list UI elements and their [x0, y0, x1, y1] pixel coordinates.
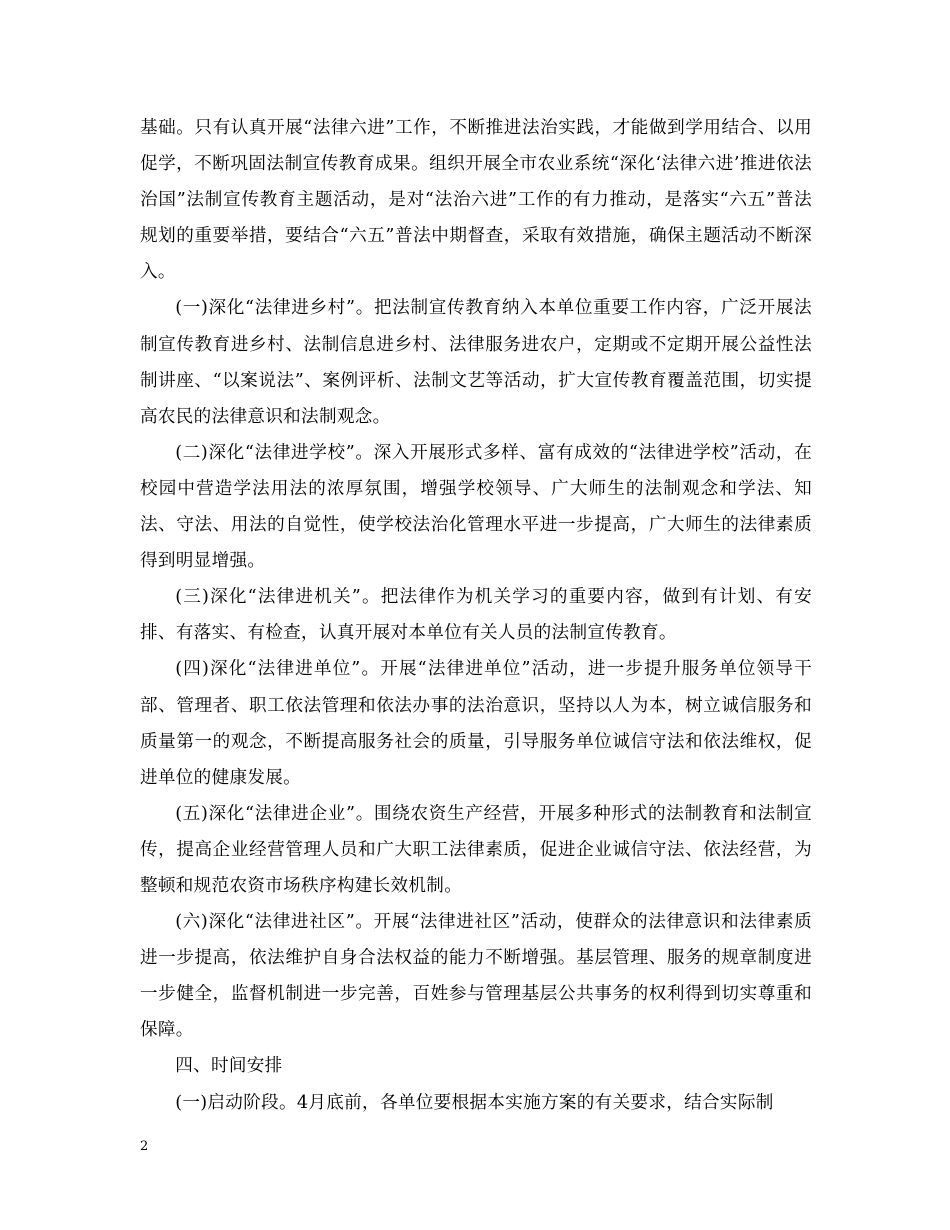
paragraph-law-into-communities: (六)深化“法律进社区”。开展“法律进社区”活动，使群众的法律意识和法律素质进一步提高，依法维护自身合法权益的能力不断增强。基层管理、服务的规章制度进一步健全，监督机制进一步完善，百姓参与管理基层公共事务的权利得到切实尊重和保障。	[140, 912, 812, 1041]
paragraph-law-into-units: (四)深化“法律进单位”。开展“法律进单位”活动，进一步提升服务单位领导干部、管理者、职工依法管理和依法办事的法治意识，坚持以人为本，树立诚信服务和质量第一的观念，不断提高服务社会的质量，引导服务单位诚信守法和依法维权，促进单位的健康发展。	[140, 659, 812, 788]
paragraph-law-into-villages: (一)深化“法律进乡村”。把法制宣传教育纳入本单位重要工作内容，广泛开展法制宣传教育进乡村、法制信息进乡村、法律服务进农户，定期或不定期开展公益性法制讲座、“以案说法”、案例评析、法制文艺等活动，扩大宣传教育覆盖范围，切实提高农民的法律意识和法制观念。	[140, 298, 812, 427]
document-body	[140, 110, 812, 1121]
paragraph-law-into-schools: (二)深化“法律进学校”。深入开展形式多样、富有成效的“法律进学校”活动，在校园中营造学法用法的浓厚氛围，增强学校领导、广大师生的法制观念和学法、知法、守法、用法的自觉性，使学校法治化管理水平进一步提高，广大师生的法律素质得到明显增强。	[140, 442, 812, 572]
section-heading-schedule: 四、时间安排	[175, 1056, 283, 1077]
paragraph-law-into-agencies: (三)深化“法律进机关”。把法律作为机关学习的重要内容，做到有计划、有安排、有落实、有检查，认真开展对本单位有关人员的法制宣传教育。	[140, 587, 812, 644]
page-number: 2	[140, 1139, 149, 1154]
paragraph-continuation: 基础。只有认真开展“法律六进”工作，不断推进法治实践，才能做到学用结合、以用促学，不断巩固法制宣传教育成果。组织开展全市农业系统“深化‘法律六进’推进依法治国”法制宣传教育主题活动，是对“法治六进”工作的有力推动，是落实“六五”普法规划的重要举措，要结合“六五”普法中期督查，采取有效措施，确保主题活动不断深入。	[140, 118, 812, 283]
paragraph-launch-phase: (一)启动阶段。4月底前，各单位要根据本实施方案的有关要求，结合实际制	[175, 1092, 774, 1113]
paragraph-law-into-enterprises: (五)深化“法律进企业”。围绕农资生产经营，开展多种形式的法制教育和法制宣传，提高企业经营管理人员和广大职工法律素质，促进企业诚信守法、依法经营，为整顿和规范农资市场秩序构建长效机制。	[140, 803, 812, 896]
